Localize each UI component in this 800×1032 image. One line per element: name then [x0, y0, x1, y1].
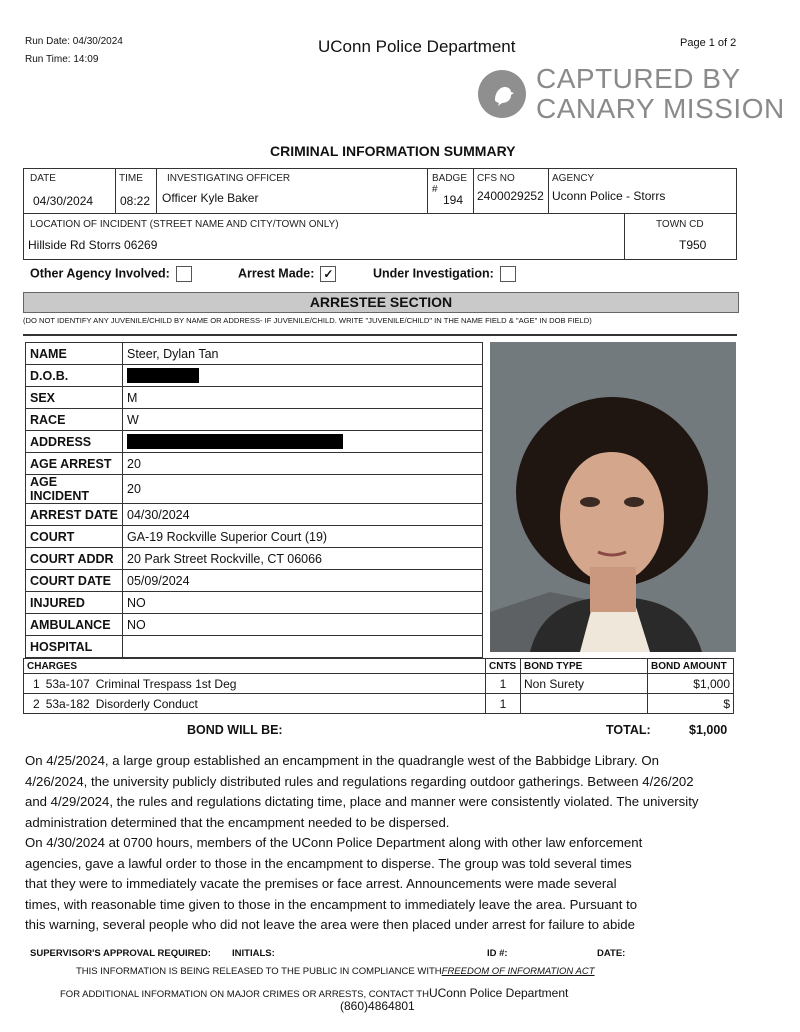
town-cell — [625, 214, 736, 259]
charge-num: 2 — [33, 696, 40, 711]
bond-amount-header: BOND AMOUNT — [648, 659, 734, 674]
id-label: ID #: — [487, 948, 508, 959]
arrestee-row — [26, 387, 483, 409]
arrest-made-label: Arrest Made: — [238, 266, 315, 281]
watermark-text — [536, 64, 785, 124]
supervisor-approval: SUPERVISOR'S APPROVAL REQUIRED: — [30, 948, 211, 959]
town-label: TOWN CD — [656, 219, 704, 230]
date-value: 04/30/2024 — [33, 194, 94, 208]
location-label: LOCATION OF INCIDENT (STREET NAME AND CITY/TOWN ONLY) — [30, 219, 339, 230]
department-title: UConn Police Department — [318, 37, 516, 56]
arrestee-field-label: COURT DATE — [26, 570, 123, 592]
contact-dept: UConn Police Department — [428, 986, 569, 1000]
section-divider — [23, 334, 737, 336]
arrestee-row — [26, 431, 483, 453]
arrestee-field-value: M — [123, 387, 483, 409]
total-label: TOTAL: — [606, 723, 651, 737]
arrestee-row — [26, 548, 483, 570]
agency-label: AGENCY — [552, 173, 595, 184]
arrestee-row — [26, 636, 483, 658]
charge-desc — [24, 674, 486, 694]
narrative-line: administration determined that the encampment needed to be dispersed. — [25, 814, 450, 830]
location-value: Hillside Rd Storrs 06269 — [28, 238, 158, 252]
arrestee-field-label: NAME — [26, 343, 123, 365]
incident-box — [23, 168, 737, 260]
other-agency-label: Other Agency Involved: — [30, 266, 170, 281]
arrestee-field-value: GA-19 Rockville Superior Court (19) — [123, 526, 483, 548]
watermark-line1: CAPTURED BY — [536, 63, 741, 94]
arrestee-row — [26, 365, 483, 387]
arrestee-row — [26, 614, 483, 636]
cnts-header: CNTS — [486, 659, 521, 674]
charges-table — [23, 658, 734, 714]
town-value: T950 — [679, 238, 707, 252]
under-investigation-checkbox[interactable] — [500, 266, 516, 282]
arrestee-field-label: AGE ARREST — [26, 453, 123, 475]
contact-line — [60, 984, 568, 1002]
redaction-bar — [127, 368, 199, 383]
arrestee-table — [25, 342, 483, 658]
arrestee-field-label: COURT — [26, 526, 123, 548]
arrestee-field-value: NO — [123, 614, 483, 636]
arrestee-field-label: AMBULANCE — [26, 614, 123, 636]
date-cell — [24, 169, 116, 214]
arrestee-field-value: 04/30/2024 — [123, 504, 483, 526]
cfs-label: CFS NO — [477, 173, 515, 184]
arrestee-field-label: INJURED — [26, 592, 123, 614]
total-value: $1,000 — [689, 723, 728, 737]
charges-header: CHARGES — [24, 659, 486, 674]
contact-text: FOR ADDITIONAL INFORMATION ON MAJOR CRIMES OR ARRESTS, CONTACT TH — [60, 989, 429, 1000]
badge-cell — [428, 169, 474, 214]
charge-bond-type — [521, 694, 648, 714]
charge-desc: Disorderly Conduct — [95, 696, 198, 711]
charge-amount: $ — [648, 694, 734, 714]
officer-label: INVESTIGATING OFFICER — [167, 173, 291, 184]
arrestee-field-label: ADDRESS — [26, 431, 123, 453]
redaction-bar — [127, 434, 343, 449]
arrestee-row — [26, 526, 483, 548]
narrative-line: 4/26/2024, the university publicly distributed rules and regulations regarding outdoor gatherings. Between 4/26/202 — [25, 773, 694, 789]
arrestee-field-value: 20 — [123, 475, 483, 504]
arrestee-field-value — [123, 431, 483, 453]
narrative-line: On 4/25/2024, a large group established an encampment in the quadrangle west of the Babbidge Library. On — [25, 753, 659, 768]
badge-value: 194 — [443, 193, 464, 207]
run-time: Run Time: 14:09 — [25, 54, 99, 65]
arrestee-row — [26, 592, 483, 614]
cfs-value: 2400029252 — [477, 189, 544, 203]
arrestee-row — [26, 453, 483, 475]
arrest-made-flag — [238, 266, 336, 282]
form-title: CRIMINAL INFORMATION SUMMARY — [270, 143, 516, 159]
other-agency-flag — [30, 266, 192, 282]
run-date: Run Date: 04/30/2024 — [25, 36, 123, 47]
badge-label: BADGE # — [432, 173, 468, 195]
narrative-line: times, with reasonable time given to those in the encampment to immediately leave the area. Pursuant to — [25, 896, 638, 912]
initials-label: INITIALS: — [232, 948, 275, 959]
release-line — [76, 966, 595, 977]
release-text: THIS INFORMATION IS BEING RELEASED TO THE PUBLIC IN COMPLIANCE WITH — [76, 966, 442, 977]
arrestee-field-label: HOSPITAL — [26, 636, 123, 658]
arrestee-field-label: AGE INCIDENT — [26, 475, 123, 504]
date-sig-label: DATE: — [597, 948, 626, 959]
charge-num: 1 — [33, 676, 40, 691]
date-label: DATE — [30, 173, 56, 184]
agency-cell — [549, 169, 736, 214]
arrestee-field-label: SEX — [26, 387, 123, 409]
officer-cell — [157, 169, 428, 214]
arrestee-field-value: 20 — [123, 453, 483, 475]
time-cell — [116, 169, 157, 214]
charge-bond-type: Non Surety — [521, 674, 648, 694]
narrative-line: On 4/30/2024 at 0700 hours, members of the UConn Police Department along with other law enforcement — [25, 835, 643, 850]
officer-value: Officer Kyle Baker — [162, 191, 259, 205]
charge-cnts: 1 — [486, 694, 521, 714]
other-agency-checkbox[interactable] — [176, 266, 192, 282]
narrative-line: this warning, several people who did not leave the area were then placed under arrest for failure to abide — [25, 917, 635, 932]
agency-value: Uconn Police - Storrs — [552, 189, 666, 203]
arrestee-field-label: COURT ADDR — [26, 548, 123, 570]
narrative-line: that they were to immediately vacate the premises or face arrest. Announcements were made several — [25, 876, 617, 891]
arrestee-field-value: 20 Park Street Rockville, CT 06066 — [123, 548, 483, 570]
charge-desc: Criminal Trespass 1st Deg — [95, 676, 237, 691]
arrestee-field-value: W — [123, 409, 483, 431]
under-investigation-label: Under Investigation: — [373, 266, 494, 281]
arrestee-field-label: ARREST DATE — [26, 504, 123, 526]
juvenile-note: (DO NOT IDENTIFY ANY JUVENILE/CHILD BY NAME OR ADDRESS- IF JUVENILE/CHILD. WRITE "JUVENILE/CHILD" IN THE NAME FIELD & "AGE" IN DOB FIELD) — [23, 316, 592, 325]
charge-code: 53a-107 — [45, 676, 90, 691]
arrestee-field-value — [123, 636, 483, 658]
arrest-made-checkbox[interactable]: ✓ — [320, 266, 336, 282]
charge-desc — [24, 694, 486, 714]
arrestee-row — [26, 570, 483, 592]
charge-row — [24, 694, 734, 714]
arrestee-field-value — [123, 365, 483, 387]
arrestee-field-value: Steer, Dylan Tan — [123, 343, 483, 365]
arrestee-section-header: ARRESTEE SECTION — [23, 292, 739, 313]
arrestee-photo — [490, 342, 736, 652]
narrative-line: agencies, gave a lawful order to those in the encampment to disperse. The group was told several times — [25, 855, 632, 871]
arrestee-field-value: NO — [123, 592, 483, 614]
under-investigation-flag — [373, 266, 516, 282]
narrative-line: and 4/29/2024, the rules and regulations dictating time, place and manner were consistently violated. The university — [25, 794, 699, 809]
arrestee-row — [26, 504, 483, 526]
arrestee-row — [26, 409, 483, 431]
narrative — [25, 751, 775, 936]
arrestee-field-label: RACE — [26, 409, 123, 431]
time-value: 08:22 — [120, 194, 151, 208]
location-cell — [24, 214, 625, 259]
contact-phone: (860)4864801 — [340, 999, 415, 1013]
bond-will-be: BOND WILL BE: — [187, 723, 283, 737]
arrestee-row — [26, 475, 483, 504]
arrestee-field-label: D.O.B. — [26, 365, 123, 387]
cfs-cell — [474, 169, 549, 214]
watermark-line2: CANARY MISSION — [536, 93, 785, 124]
charge-cnts: 1 — [486, 674, 521, 694]
arrestee-row — [26, 343, 483, 365]
bond-type-header: BOND TYPE — [521, 659, 648, 674]
charge-row — [24, 674, 734, 694]
time-label: TIME — [119, 173, 143, 184]
page-number: Page 1 of 2 — [680, 37, 737, 49]
charge-amount: $1,000 — [648, 674, 734, 694]
canary-bird-icon — [478, 70, 526, 118]
charge-code: 53a-182 — [45, 696, 90, 711]
foia-link[interactable]: FREEDOM OF INFORMATION ACT — [441, 966, 595, 977]
arrestee-field-value: 05/09/2024 — [123, 570, 483, 592]
